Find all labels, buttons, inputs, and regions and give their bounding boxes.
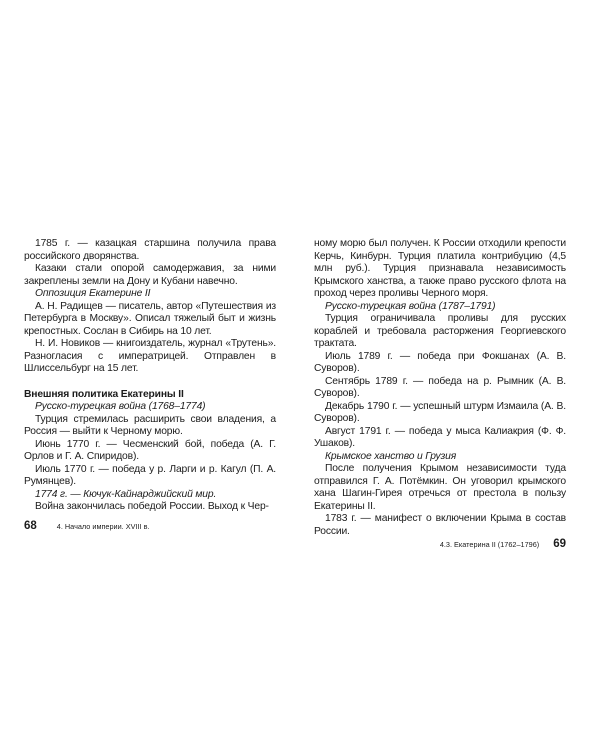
page-69-body bbox=[314, 238, 566, 538]
paragraph: 1785 г. — казацкая старшина получила права российского дворянства. bbox=[24, 238, 276, 262]
section-heading: Внешняя политика Екатерины II bbox=[24, 388, 184, 400]
subheading: Крымское ханство и Грузия bbox=[325, 450, 457, 462]
page-68-body bbox=[24, 238, 276, 516]
subheading: Русско-турецкая война (1787–1791) bbox=[325, 300, 496, 312]
paragraph: Июль 1789 г. — победа при Фокшанах (А. В. Суворов). bbox=[314, 350, 566, 374]
running-head: 4.3. Екатерина II (1762–1796) bbox=[439, 540, 540, 549]
subheading: 1774 г. — Кючук-Кайнарджийский мир. bbox=[35, 488, 217, 500]
paragraph: Н. И. Новиков — книгоиздатель, журнал «Трутень». Разногласия с императрицей. Отправлен в Шлиссельбург на 15 лет. bbox=[24, 338, 276, 374]
paragraph: Турция ограничивала проливы для русских кораблей и требовала расторжения Георгиевского трактата. bbox=[314, 313, 566, 349]
paragraph: После получения Крымом независимости туда отправился Г. А. Потёмкин. Он уговорил крымского хана Шагин-Гирея отречься от престола в пользу Екатерины II. bbox=[314, 463, 566, 512]
running-head: 4. Начало империи. XVIII в. bbox=[56, 522, 150, 531]
page-footer bbox=[314, 538, 566, 550]
paragraph: Июнь 1770 г. — Чесменский бой, победа (А. Г. Орлов и Г. А. Спиридов). bbox=[24, 438, 276, 462]
paragraph: Август 1791 г. — победа у мыса Калиакрия (Ф. Ф. Ушаков). bbox=[314, 425, 566, 449]
paragraph: А. Н. Радищев — писатель, автор «Путешествия из Петербурга в Москву». Описал тяжелый быт и жизнь крепостных. Сослан в Сибирь на 10 лет. bbox=[24, 300, 276, 337]
paragraph: Сентябрь 1789 г. — победа на р. Рымник (А. В. Суворов). bbox=[314, 375, 566, 399]
paragraph: 1783 г. — манифест о включении Крыма в состав России. bbox=[314, 513, 566, 537]
page-68 bbox=[24, 238, 276, 532]
paragraph: Июль 1770 г. — победа у р. Ларги и р. Кагул (П. А. Румянцев). bbox=[24, 463, 276, 487]
paragraph: ному морю был получен. К России отходили крепости Керчь, Кинбурн. Турция платила контрибуцию (4,5 млн руб.). Турция признавала независимость Крымского ханства, а также право русского флота на проход через проливы Черного моря. bbox=[314, 238, 566, 299]
paragraph: Война закончилась победой России. Выход к Чер- bbox=[35, 501, 269, 512]
page-69 bbox=[314, 238, 566, 550]
subheading: Оппозиция Екатерине II bbox=[35, 288, 151, 299]
book-spread bbox=[24, 238, 576, 550]
page-footer bbox=[24, 516, 276, 532]
paragraph: Турция стремилась расширить свои владения, а Россия — выйти к Черному морю. bbox=[24, 413, 276, 437]
subheading: Русско-турецкая война (1768–1774) bbox=[35, 401, 206, 412]
paragraph: Декабрь 1790 г. — успешный штурм Измаила (А. В. Суворов). bbox=[314, 400, 566, 424]
page-number: 68 bbox=[24, 520, 37, 532]
paragraph: Казаки стали опорой самодержавия, за ними закреплены земли на Дону и Кубани навечно. bbox=[24, 263, 276, 287]
page-number: 69 bbox=[553, 538, 566, 550]
